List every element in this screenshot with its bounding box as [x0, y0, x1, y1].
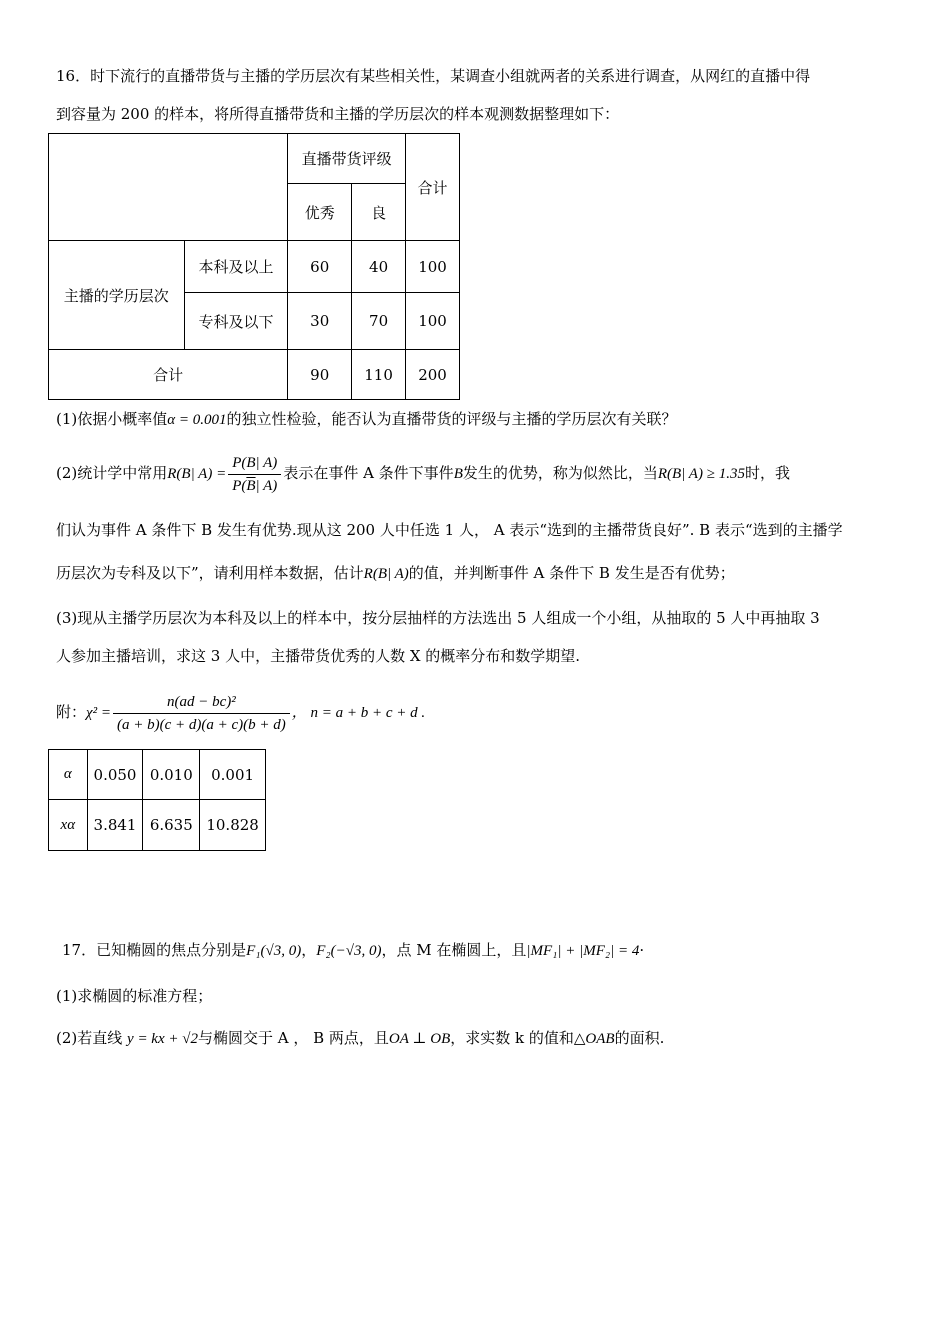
q16-part2-text-c: 发生的优势，称为似然比，当	[462, 464, 658, 482]
q16-part2-line1	[56, 445, 894, 501]
table-group-header: 直播带货评级	[288, 134, 406, 184]
q17-text-a: 17．已知椭圆的焦点分别是	[62, 941, 247, 959]
q16-part2-text-d: 时，我	[744, 464, 790, 482]
distance-sum-condition: |MF₁| + |MF₂| = 4	[526, 943, 640, 959]
q17-separator: ，	[301, 941, 317, 959]
q16-part2-line3-a: 历层次为专科及以下”，请利用样本数据，估计	[56, 564, 364, 582]
q16-part2-text-b: 表示在事件 A 条件下事件	[283, 464, 454, 482]
q16-part3-line1: (3)现从主播学历层次为本科及以上的样本中，按分层抽样的方法选出 5 人组成一个小组，从抽取的 5 人中再抽取 3	[56, 609, 820, 627]
alpha-value: α = 0.001	[167, 412, 227, 428]
table-cell: 6.635	[143, 800, 200, 851]
table-cell: 110	[352, 350, 406, 400]
appendix-label: 附：	[56, 703, 87, 721]
likelihood-ratio-lhs: R(B| A) =	[167, 466, 227, 482]
table-cell: 200	[406, 350, 460, 400]
appendix-formula	[56, 684, 894, 740]
q17-text-b: ，点 M 在椭圆上，且	[381, 941, 527, 959]
table-cell: 100	[406, 293, 460, 350]
table-col-total: 合计	[406, 134, 460, 241]
table-col-good: 良	[352, 184, 406, 241]
den-p: P(	[232, 477, 247, 494]
q17-part2-text-d: 的面积.	[614, 1029, 665, 1047]
q16-part1	[56, 409, 894, 430]
q16-part2-text-a: (2)统计学中常用	[56, 464, 168, 482]
line-equation: y = kx + √2	[127, 1031, 198, 1047]
table-cell: 0.050	[87, 750, 143, 800]
data-table	[48, 133, 460, 400]
critical-value-table	[48, 749, 266, 851]
den-b-bar: $\overline{B}$	[246, 477, 256, 494]
q17-part2-text-b: 与椭圆交于 A ， B 两点，且	[197, 1029, 389, 1047]
table-cell: 3.841	[87, 800, 143, 851]
fraction-numerator: P(B| A)	[228, 453, 281, 475]
table-cell: 10.828	[200, 800, 266, 851]
table-total-label: 合计	[49, 350, 288, 400]
q17-text-c: ·	[639, 941, 645, 959]
chi-square-fraction	[113, 692, 290, 735]
q16-part2-line3	[56, 563, 894, 584]
x-alpha-label: xα	[49, 800, 88, 851]
perpendicular-condition: OA ⊥ OB	[388, 1031, 451, 1047]
q16-part2-line3-b: 的值，并判断事件 A 条件下 B 发生是否有优势；	[408, 564, 735, 582]
triangle-oab: △OAB	[573, 1031, 615, 1047]
chi-square-lhs: χ² =	[86, 705, 111, 721]
table-col-excellent: 优秀	[288, 184, 352, 241]
q17-part2-text-a: (2)若直线	[56, 1029, 123, 1047]
table-row2-label: 专科及以下	[184, 293, 288, 350]
q16-part1-text-a: (1)依据小概率值	[56, 410, 168, 428]
table-row1-label: 本科及以上	[184, 241, 288, 293]
table-cell: 0.001	[200, 750, 266, 800]
likelihood-ratio-ref: R(B| A)	[363, 566, 409, 582]
event-b: B	[453, 466, 463, 482]
chi-denominator: (a + b)(c + d)(a + c)(b + d)	[116, 716, 286, 733]
n-definition: ， n = a + b + c + d .	[291, 705, 426, 721]
table-cell: 70	[352, 293, 406, 350]
table-cell: 40	[352, 241, 406, 293]
ratio-condition: R(B| A) ≥ 1.35	[657, 466, 745, 482]
table-cell: 90	[288, 350, 352, 400]
q16-line1: 16．时下流行的直播带货与主播的学历层次有某些相关性，某调查小组就两者的关系进行调查，从网红的直播中得	[56, 67, 811, 85]
table-cell: 0.010	[143, 750, 200, 800]
chi-numerator: n(ad − bc)²	[113, 692, 290, 714]
den-rest: | A)	[255, 477, 278, 494]
table-cell: 30	[288, 293, 352, 350]
table-cell: 60	[288, 241, 352, 293]
table-cell: 100	[406, 241, 460, 293]
q16-part2-line2: 们认为事件 A 条件下 B 发生有优势.现从这 200 人中任选 1 人， A 表示“选到的主播带货良好”. B 表示“选到的主播学	[56, 521, 843, 539]
fraction-denominator	[228, 475, 281, 496]
table-row-group: 主播的学历层次	[49, 241, 185, 350]
q17-part2	[56, 1028, 894, 1049]
q16-part1-text-b: 的独立性检验，能否认为直播带货的评级与主播的学历层次有关联？	[226, 410, 677, 428]
focus-f1: F₁(√3, 0)	[246, 943, 302, 959]
q16-line2: 到容量为 200 的样本，将所得直播带货和主播的学历层次的样本观测数据整理如下：	[56, 105, 620, 123]
q17-part2-text-c: ，求实数 k 的值和	[450, 1029, 574, 1047]
likelihood-ratio-fraction	[228, 453, 281, 496]
focus-f2: F₂(−√3, 0)	[316, 943, 382, 959]
q17-part1: (1)求椭圆的标准方程；	[56, 987, 213, 1005]
q16-part3-line2: 人参加主播培训，求这 3 人中，主播带货优秀的人数 X 的概率分布和数学期望.	[56, 647, 581, 665]
table-corner	[49, 134, 288, 241]
q17-line1	[62, 940, 894, 961]
alpha-label: α	[49, 750, 88, 800]
